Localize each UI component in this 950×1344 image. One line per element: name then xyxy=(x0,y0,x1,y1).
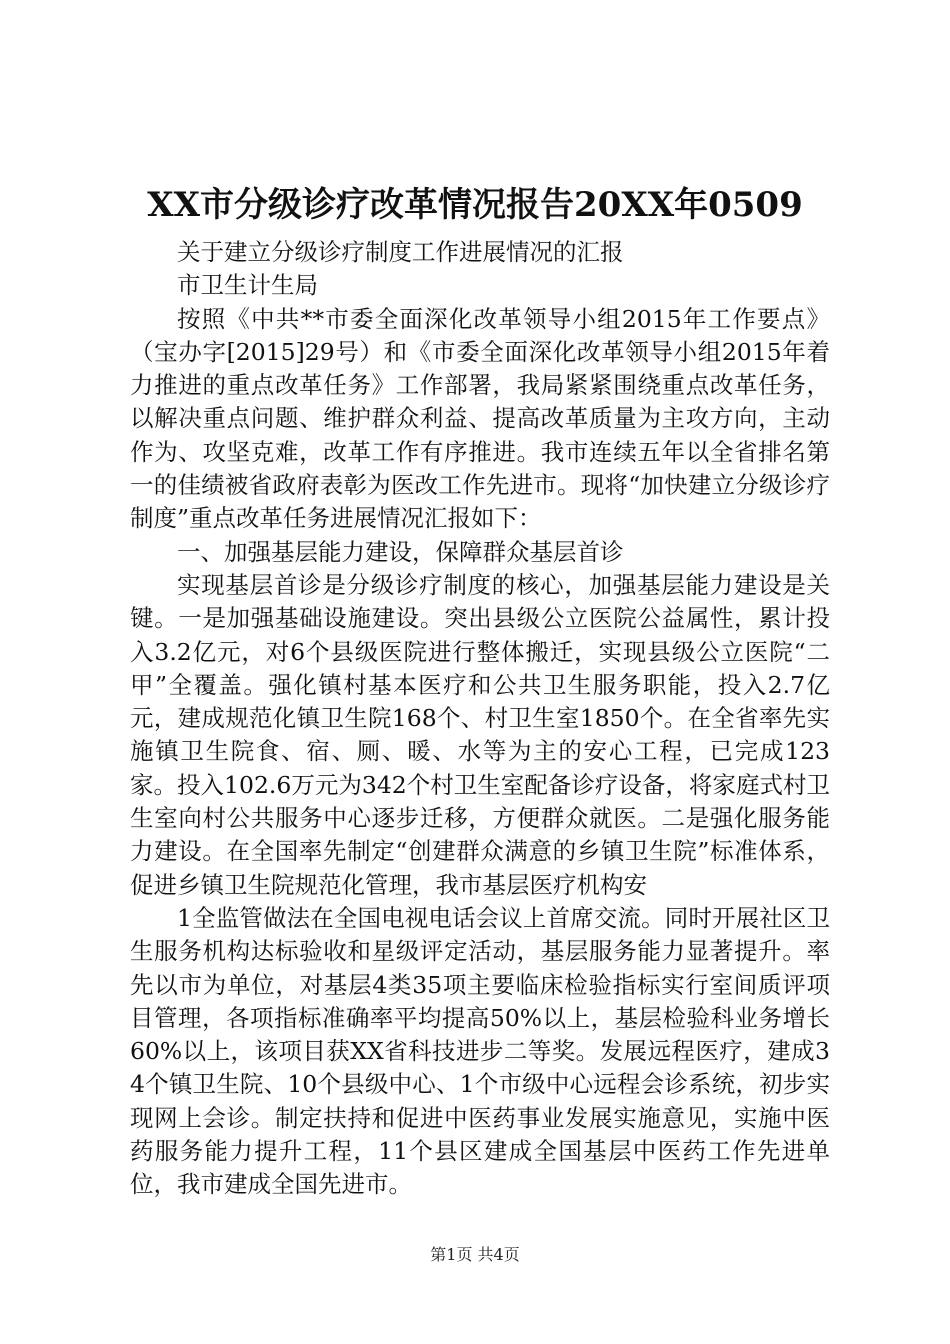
page-indicator: 第1页 共4页 xyxy=(430,1245,520,1264)
document-body xyxy=(130,236,830,1202)
report-heading: 关于建立分级诊疗制度工作进展情况的汇报 xyxy=(177,238,624,266)
section-heading-1: 一、加强基层能力建设，保障群众基层首诊 xyxy=(177,537,624,566)
document-title: XX市分级诊疗改革情况报告20XX年0509 xyxy=(147,185,803,225)
intro-paragraph: 按照《中共**市委全面深化改革领导小组2015年工作要点》（宝办字[2015]29号）和《市委全面深化改革领导小组2015年着力推进的重点改革任务》工作部署，我局紧紧围绕重点改革任务，以解决重点问题、维护群众利益、提高改革质量为主攻方向，主动作为、攻坚克难，改革工作有序推进。我市连续五年以全省排名第一的佳绩被省政府表彰为医改工作先进市。现将“加快建立分级诊疗制度”重点改革任务进展情况汇报如下： xyxy=(130,304,830,533)
body-paragraph-1: 实现基层首诊是分级诊疗制度的核心，加强基层能力建设是关键。一是加强基础设施建设。突出县级公立医院公益属性，累计投入3.2亿元，对6个县级医院进行整体搬迁，实现县级公立医院“二甲”全覆盖。强化镇村基本医疗和公共卫生服务职能，投入2.7亿元，建成规范化镇卫生院168个、村卫生室1850个。在全省率先实施镇卫生院食、宿、厕、暖、水等为主的安心工程，已完成123家。投入102.6万元为342个村卫生室配备诊疗设备，将家庭式村卫生室向村公共服务中心逐步迁移，方便群众就医。二是强化服务能力建设。在全国率先制定“创建群众满意的乡镇卫生院”标准体系，促进乡镇卫生院规范化管理，我市基层医疗机构安 xyxy=(130,570,830,899)
body-paragraph-2: 1全监管做法在全国电视电话会议上首席交流。同时开展社区卫生服务机构达标验收和星级评定活动，基层服务能力显著提升。率先以市为单位，对基层4类35项主要临床检验指标实行室间质评项目管理，各项指标准确率平均提高50%以上，基层检验科业务增长60%以上，该项目获XX省科技进步二等奖。发展远程医疗，建成34个镇卫生院、10个县级中心、1个市级中心远程会诊系统，初步实现网上会诊。制定扶持和促进中医药事业发展实施意见，实施中医药服务能力提升工程，11个县区建成全国基层中医药工作先进单位，我市建成全国先进市。 xyxy=(130,903,830,1199)
issuing-department: 市卫生计生局 xyxy=(177,271,318,300)
